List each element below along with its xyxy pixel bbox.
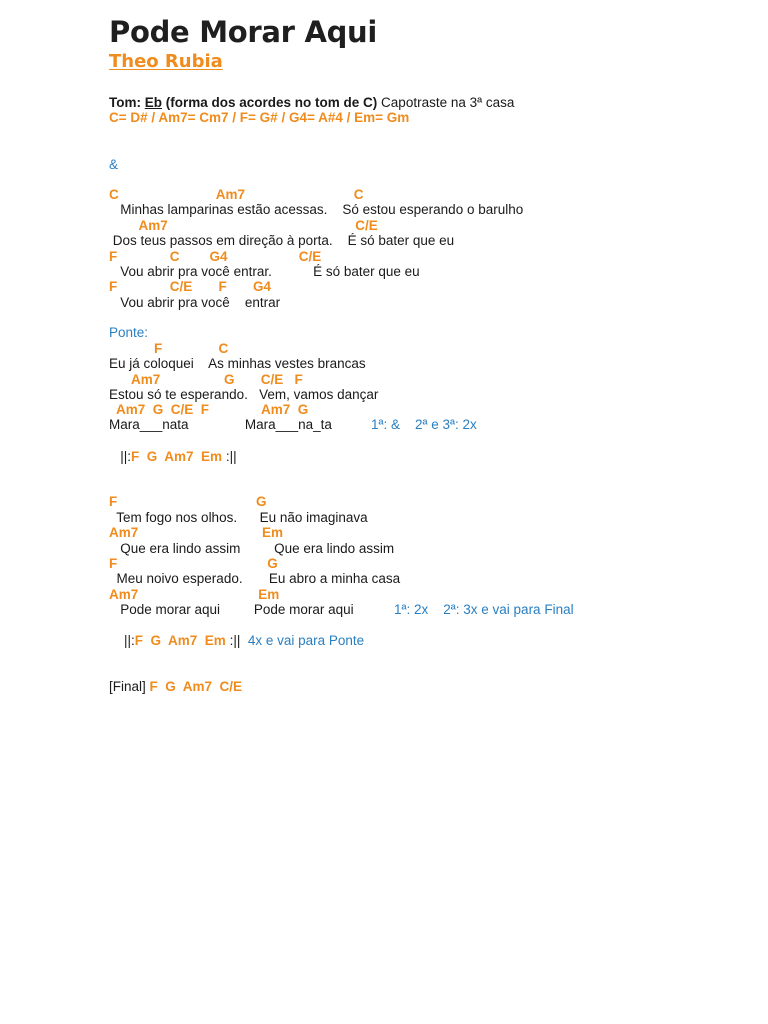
chord-line: Am7 C/E: [109, 218, 378, 233]
chord-line: Am7 G C/E F Am7 G: [109, 402, 309, 417]
key-value: Eb: [144, 95, 163, 110]
lyric-line: Meu noivo esperado. Eu abro a minha casa: [109, 571, 401, 586]
repeat-note: 1ª: & 2ª e 3ª: 2x: [371, 417, 477, 432]
lyric-line: Estou só te esperando. Vem, vamos dançar: [109, 387, 379, 402]
loop-open: ||:: [109, 449, 132, 464]
chord-line: F C/E F G4: [109, 279, 272, 294]
final-chords: F G Am7 C/E: [149, 679, 243, 694]
artist-link[interactable]: Theo Rubia: [109, 51, 223, 72]
loop-open: ||:: [109, 633, 135, 648]
chord-line: F C G4 C/E: [109, 249, 322, 264]
chord-line: F G: [109, 494, 267, 509]
ponte-loop: [109, 449, 237, 465]
lyric-line: Tem fogo nos olhos. Eu não imaginava: [109, 510, 368, 525]
loop-chords: F G Am7 Em: [131, 449, 223, 464]
chord-line: Am7 G C/E F: [109, 372, 303, 387]
final-label: [Final]: [109, 679, 150, 694]
lyric-line: Eu já coloquei As minhas vestes brancas: [109, 356, 366, 371]
song-title: Pode Morar Aqui: [109, 15, 378, 49]
chord-line: F C: [109, 341, 229, 356]
loop-close: :||: [222, 449, 237, 464]
lyric-line: Pode morar aqui Pode morar aqui: [109, 602, 354, 617]
lyric-line: Minhas lamparinas estão acessas. Só estou esperando o barulho: [109, 202, 524, 217]
lyric-line: Que era lindo assim Que era lindo assim: [109, 541, 395, 556]
section-marker: &: [109, 157, 119, 172]
chord-line: Am7 Em: [109, 525, 284, 540]
loop-chords: F G Am7 Em: [134, 633, 226, 648]
ponte-label: Ponte:: [109, 325, 149, 340]
lyric-line: Mara___nata Mara___na_ta: [109, 417, 332, 432]
capo-note: Capotraste na 3ª casa: [377, 95, 515, 110]
lyric-line: Vou abrir pra você entrar: [109, 295, 281, 310]
chord-line: C Am7 C: [109, 187, 364, 202]
chord-form-note: (forma dos acordes no tom de C): [162, 95, 378, 110]
key-label: Tom:: [109, 95, 145, 110]
key-line: [109, 95, 514, 111]
loop-note: 4x e vai para Ponte: [247, 633, 365, 648]
chord-line: Am7 Em: [109, 587, 280, 602]
loop-close: :||: [225, 633, 248, 648]
chord-line: F G: [109, 556, 278, 571]
repeat-note: 1ª: 2x 2ª: 3x e vai para Final: [394, 602, 574, 617]
final-line: [109, 679, 242, 695]
chorus-loop: [109, 633, 364, 649]
lyric-line: Dos teus passos em direção à porta. É só bater que eu: [109, 233, 455, 248]
chord-mapping: C= D# / Am7= Cm7 / F= G# / G4= A#4 / Em= Gm: [109, 110, 410, 125]
lyric-line: Vou abrir pra você entrar. É só bater que eu: [109, 264, 420, 279]
